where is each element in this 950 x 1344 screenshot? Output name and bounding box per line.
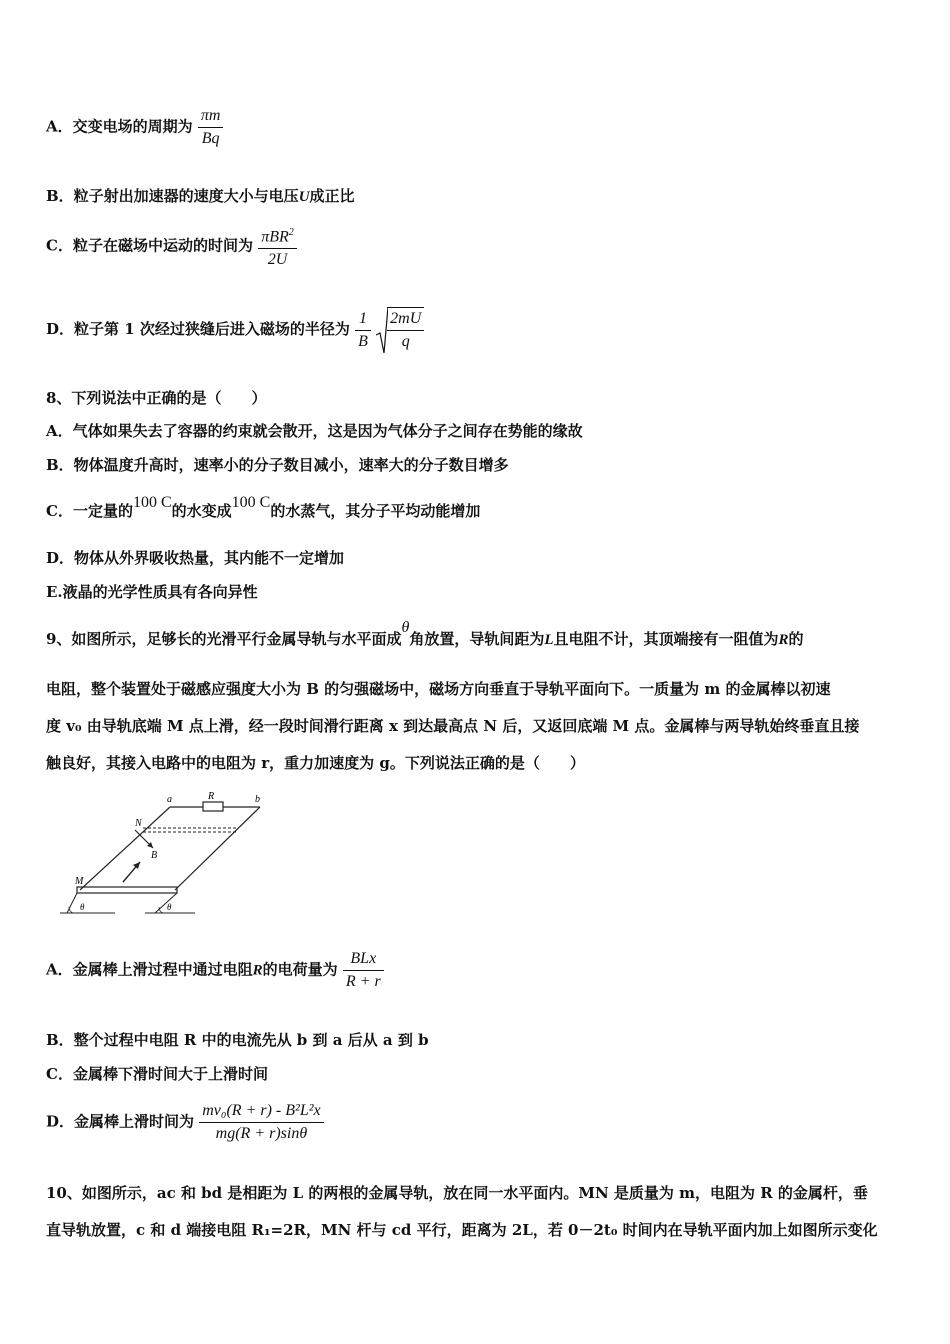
q9-option-d <box>46 1100 324 1145</box>
q7-option-c <box>46 222 297 271</box>
q9-stem-line4: 触良好，其接入电路中的电阻为 r，重力加速度为 g。下列说法正确的是（ ） <box>46 754 585 772</box>
q8-option-c <box>46 494 481 522</box>
q9-option-d-fraction <box>199 1100 323 1145</box>
q8-option-e: E.液晶的光学性质具有各向异性 <box>46 583 258 601</box>
q10-stem-line2: 直导轨放置，c 和 d 端接电阻 R₁=2R，MN 杆与 cd 平行，距离为 2L，若 0－2t₀ 时间内在导轨平面内加上如图所示变化 <box>46 1221 878 1239</box>
q8-option-d: D．物体从外界吸收热量，其内能不一定增加 <box>46 549 345 567</box>
variable-r: R <box>778 632 789 648</box>
q10-stem-line1: 10、如图所示，ac 和 bd 是相距为 L 的两根的金属导轨，放在同一水平面内。MN 是质量为 m，电阻为 R 的金属杆，垂 <box>46 1184 868 1202</box>
q9-option-d-text: D．金属棒上滑时间为 <box>46 1112 195 1131</box>
fraction-denominator: 2U <box>267 251 288 269</box>
label-b: b <box>255 794 260 805</box>
q9-stem-line2: 电阻，整个装置处于磁感应强度大小为 B 的匀强磁场中，磁场方向垂直于导轨平面向下。一质量为 m 的金属棒以初速 <box>46 680 831 698</box>
q9-stem-part-b: 角放置，导轨间距为 <box>409 630 545 648</box>
q8-stem: 8、下列说法中正确的是（ ） <box>46 389 267 407</box>
temperature-value: 100 C <box>132 494 172 511</box>
q8-option-b: B．物体温度升高时，速率小的分子数目减小，速率大的分子数目增多 <box>46 456 509 474</box>
variable-l: L <box>544 632 554 648</box>
fraction-denominator: q <box>401 333 410 350</box>
fraction-denominator: mg(R + r)sinθ <box>215 1125 308 1142</box>
q7-option-b-tail: 成正比 <box>309 187 355 205</box>
q7-option-c-fraction <box>258 222 297 271</box>
q8-option-c-part2: 的水变成 <box>171 502 232 520</box>
q7-option-c-text: C．粒子在磁场中运动的时间为 <box>46 236 253 255</box>
q7-option-d <box>46 305 424 355</box>
superscript-2: 2 <box>288 227 294 238</box>
q9-option-a-fraction <box>343 948 384 993</box>
label-theta-right: θ <box>167 902 172 912</box>
variable-r: R <box>252 962 263 979</box>
q7-option-b <box>46 186 355 207</box>
fraction-denominator: R + r <box>345 973 381 990</box>
q9-stem-part-d: 的 <box>788 630 804 648</box>
fraction-denominator: B <box>358 332 368 350</box>
q8-option-a: A．气体如果失去了容器的约束就会散开，这是因为气体分子之间存在势能的缘故 <box>46 422 583 440</box>
fraction-numerator: πm <box>198 105 224 128</box>
q9-stem-line3: 度 v₀ 由导轨底端 M 点上滑，经一段时间滑行距离 x 到达最高点 N 后，又返回底端 M 点。金属棒与两导轨始终垂直且接 <box>46 717 860 735</box>
numerator-text: πBR <box>261 228 289 246</box>
q7-option-d-fraction <box>355 308 371 353</box>
fraction-denominator: Bq <box>201 130 220 147</box>
q9-stem-part-c: 且电阻不计，其顶端接有一阻值为 <box>553 630 779 648</box>
theta-symbol: θ <box>401 619 410 636</box>
label-theta-left: θ <box>80 902 85 912</box>
fraction-numerator: mv₀(R + r) - B²L²x <box>199 1100 323 1123</box>
label-m: M <box>75 876 84 887</box>
q8-option-c-part3: 的水蒸气，其分子平均动能增加 <box>270 502 481 520</box>
q7-option-a <box>46 105 223 150</box>
fraction-numerator: BLx <box>343 948 384 971</box>
q9-option-a-text: A．金属棒上滑过程中通过电阻 <box>46 960 253 979</box>
temperature-value: 100 C <box>231 494 271 511</box>
label-n: N <box>135 818 142 829</box>
q7-option-b-text: B．粒子射出加速器的速度大小与电压 <box>46 187 299 205</box>
q8-option-c-part1: C．一定量的 <box>46 502 133 520</box>
resistor-icon <box>203 802 223 811</box>
label-r: R <box>208 791 215 802</box>
q9-option-b: B．整个过程中电阻 R 中的电流先从 b 到 a 后从 a 到 b <box>46 1031 429 1049</box>
label-a: a <box>167 794 172 805</box>
q7-option-a-fraction <box>198 105 224 150</box>
q9-option-a <box>46 948 384 993</box>
q9-option-a-tail: 的电荷量为 <box>262 960 338 979</box>
q7-option-d-sqrt-fraction <box>387 307 424 353</box>
variable-u: U <box>298 189 310 205</box>
q7-option-a-text: A．交变电场的周期为 <box>46 117 193 136</box>
q9-stem-line1 <box>46 619 804 650</box>
q9-figure <box>55 790 285 920</box>
fraction-numerator: 2mU <box>387 308 424 331</box>
fraction-numerator: 1 <box>355 308 371 331</box>
label-b-field: B <box>151 850 158 861</box>
q7-option-d-text: D．粒子第 1 次经过狭缝后进入磁场的半径为 <box>46 320 350 338</box>
q9-option-c: C．金属棒下滑时间大于上滑时间 <box>46 1065 268 1083</box>
fraction-numerator <box>258 222 297 249</box>
q9-stem-part-a: 9、如图所示，足够长的光滑平行金属导轨与水平面成 <box>46 630 402 648</box>
